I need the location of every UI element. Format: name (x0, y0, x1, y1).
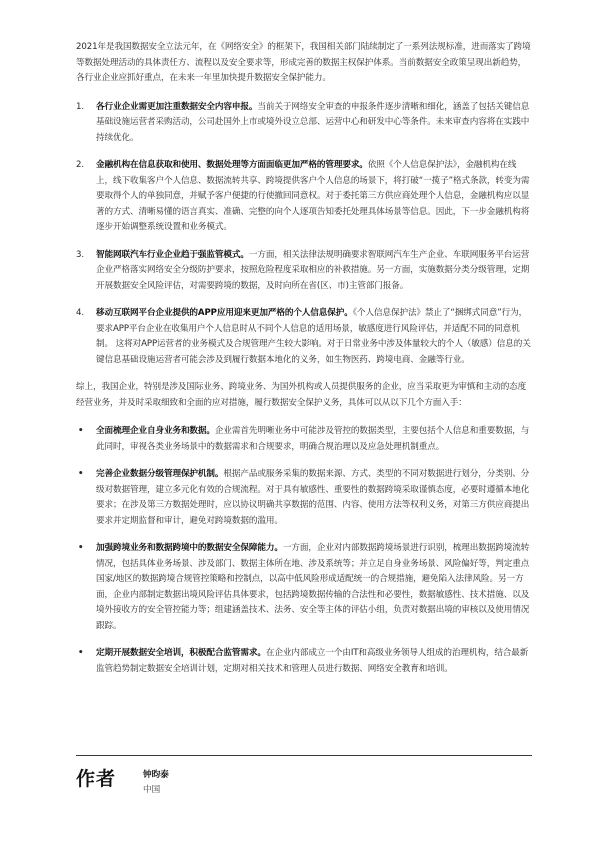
bullet-text: 根据产品或服务采集的数据来源、方式、类型的不同对数据进行划分，分类别、分级对数据管理，建立多元化有效的合规流程。对于具有敏感性、重要性的数据跨境采取谨慎态度，必要时遵循本地化要求；在涉及第三方数据处理时，应以协议明确共享数据的范围、内容、使用方法等权利义务，对第三方供应商提出要求并定期监督和审计，避免对跨境数据的滥用。 (96, 469, 530, 526)
item-number: 3. (76, 249, 84, 260)
bullet-item (76, 541, 532, 634)
item-heading: 移动互联网平台企业提供的APP应用迎来更加严格的个人信息保护。 (96, 308, 353, 318)
author-name: 钟昀泰 (143, 770, 169, 780)
numbered-list (76, 100, 532, 369)
bullet-text: 企业需首先明晰业务中可能涉及管控的数据类型，主要包括个人信息和重要数据，与此同时，审视各类业务场景中的数据需求和合规要求，明确合规治理以及应急处理机制重点。 (96, 426, 530, 452)
bullet-icon: • (78, 469, 84, 479)
bullet-icon: • (78, 648, 84, 658)
bullet-heading: 加强跨境业务和数据跨境中的数据安全保障能力。 (96, 543, 283, 553)
item-heading: 各行业企业需更加注重数据安全内容申报。 (96, 101, 258, 112)
bullet-heading: 完善企业数据分级管理保护机制。 (96, 469, 224, 479)
item-text: 一方面，相关法律法规明确要求智联网汽车生产企业、车联网服务平台运营企业严格落实网络安全分级防护要求，按照危险程度采取相应的补救措施。另一方面，实施数据分类分级管理，定期开展数据安全风险评估，对需要跨境的数据，及时向所在省(区、市)主管部门报备。 (96, 249, 530, 291)
bullet-text: 一方面，企业对内部数据跨境场景进行识别，梳理出数据跨境流转情况，包括具体业务场景、涉及部门、数据主体所在地、涉及系统等；并立足自身业务场景、风险偏好等，判定重点国家/地区的数据跨境合规管控策略和控制点，以高中低风险形成适配统一的合规措施，避免陷入法律风险。另一方面，企业内部制定数据出境风险评估具体要求，包括跨境数据传输的合法性和必要性，数据敏感性、技术措施、以及境外接收方的安全管控能力等；组建涵盖技术、法务、安全等主体的评估小组，负责对数据出境的审核以及使用情况跟踪。 (96, 543, 530, 631)
bullet-item (76, 467, 532, 529)
item-number: 2. (76, 160, 84, 170)
intro-paragraph: 2021年是我国数据安全立法元年，在《网络安全》的框架下，我国相关部门陆续制定了一系列法规标准，进而落实了跨境等数据处理活动的具体责任方、流程以及安全要求等，形成完善的数据主权保护体系。当前数据安全政策呈现出新趋势，各行业企业应抓好重点，在未来一年里加快提升数据安全保护能力。 (76, 42, 531, 83)
bullet-heading: 定期开展数据安全培训，积极配合监管需求。 (96, 648, 266, 658)
item-text: 当前关于网络安全审查的申报条件逐步清晰和细化，涵盖了包括关键信息基础设施运营者采购活动，公司赴国外上市或境外设立总部、运营中心和研发中心等条件。未来审查内容将在实践中持续优化。 (96, 101, 530, 143)
bullet-list (76, 424, 532, 677)
author-heading: 作者 (76, 768, 117, 790)
item-heading: 智能网联汽车行业企业趋于强监管模式。 (96, 249, 249, 260)
author-divider (76, 755, 532, 756)
bullet-icon: • (78, 426, 84, 436)
item-heading: 金融机构在信息获取和使用、数据处理等方面面临更加严格的管理要求。 (96, 160, 368, 170)
summary-paragraph: 综上，我国企业，特别是涉及国际业务、跨境业务、为国外机构或人员提供服务的企业，应当采取更为审慎和主动的态度经营业务，并及时采取细致和全面的应对措施，履行数据安全保护义务，具体可以从以下几个方面入手： (76, 382, 527, 408)
bullet-text: 在企业内部成立一个由IT和高级业务领导人组成的治理机构，结合最新监管趋势制定数据安全培训计划，定期对相关技术和管理人员进行数据、网络安全教育和培训。 (96, 648, 529, 674)
item-number: 1. (76, 101, 84, 112)
item-text: 《个人信息保护法》禁止了“捆绑式同意”行为，要求APP平台企业在收集用户个人信息时从不同个人信息的适用场景，敏感度进行风险评估，并适配不同的同意机制。 这将对APP运营者的业务模式及合规管理产生较大影响。对于日常业务中涉及体量较大的个人（敏感）信息的关键信息基础设施运营者可能会涉及到履行数据本地化的义务，如生物医药、跨境电商、金融等行业。 (96, 308, 531, 365)
author-region: 中国 (143, 785, 161, 795)
bullet-icon: • (78, 543, 84, 553)
bullet-item (76, 646, 532, 677)
list-item (76, 248, 532, 295)
bullet-heading: 全面梳理企业自身业务和数据。 (96, 426, 215, 436)
list-item (76, 100, 532, 147)
list-item (76, 158, 532, 236)
article-body (76, 40, 532, 689)
item-number: 4. (76, 308, 84, 318)
bullet-item (76, 424, 532, 455)
item-text: 依照《个人信息保护法》，金融机构在线上，线下收集客户个人信息、数据流转共享、跨境提供客户个人信息的场景下，将打破“一揽子”格式条款，转变为需要取得个人的单独同意，并赋予客户便捷的行使撤回同意权。对于委托第三方供应商处理个人信息，金融机构应以显著的方式、清晰易懂的语言真实、准确、完整的向个人逐项告知委托处理具体场景等信息。因此，下一步金融机构将逐步开始调整系统设置和业务模式。 (96, 160, 530, 232)
list-item (76, 306, 532, 368)
